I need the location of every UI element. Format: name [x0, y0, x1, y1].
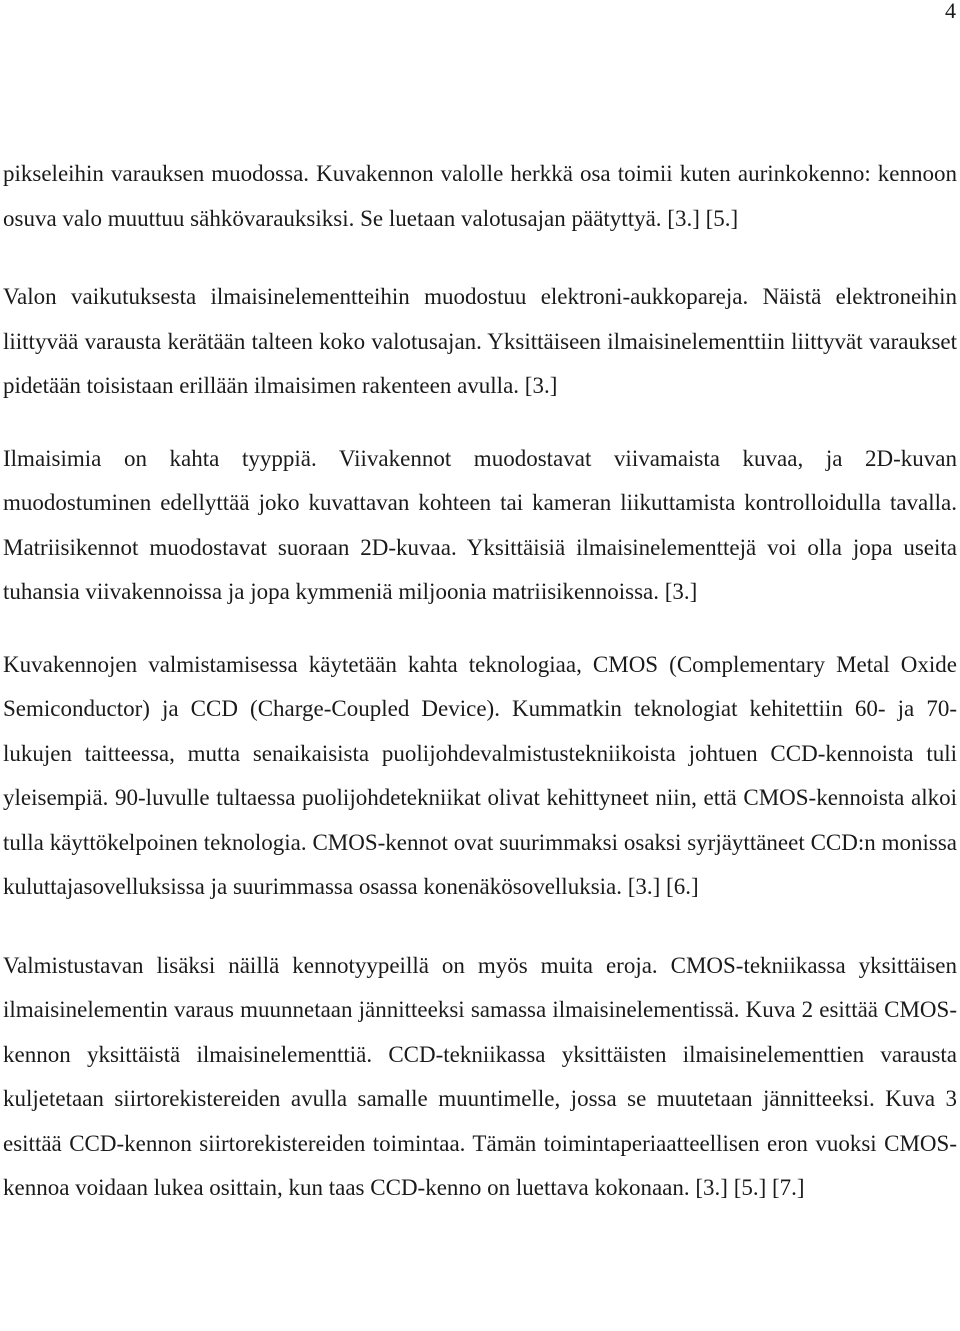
- paragraph-3: Ilmaisimia on kahta tyyppiä. Viivakennot muodostavat viivamaista kuvaa, ja 2D-kuvan muodostuminen edellyttää joko kuvattavan kohteen tai kameran liikuttamista kontrolloidulla tavalla. Matriisikennot muodostavat suoraan 2D-kuvaa. Yksittäisiä ilmaisinelementtejä voi olla jopa useita tuhansia viivakennoissa ja jopa kymmeniä miljoonia matriisikennoissa. [3.]: [3, 445, 957, 604]
- paragraph-4: Kuvakennojen valmistamisessa käytetään kahta teknologiaa, CMOS (Complementary Metal Oxide Semiconductor) ja CCD (Charge-Coupled Device). Kummatkin teknologiat kehitettiin 60- ja 70-lukujen taitteessa, mutta senaikaisista puolijohdevalmistustekniikoista johtuen CCD-kennoista tuli yleisempiä. 90-luvulle tultaessa puolijohdetekniikat olivat kehittyneet niin, että CMOS-kennoista alkoi tulla käyttökelpoinen teknologia. CMOS-kennot ovat suurimmaksi osaksi syrjäyttäneet CCD:n monissa kuluttajasovelluksissa ja suurimmassa osassa konenäkösovelluksia. [3.] [6.]: [3, 651, 957, 899]
- paragraph-2: Valon vaikutuksesta ilmaisinelementteihin muodostuu elektroni-aukkopareja. Näistä elektroneihin liittyvää varausta kerätään talteen koko valotusajan. Yksittäiseen ilmaisinelementtiin liittyvät varaukset pidetään toisistaan erillään ilmaisimen rakenteen avulla. [3.]: [3, 284, 957, 398]
- paragraph-1: pikseleihin varauksen muodossa. Kuvakennon valolle herkkä osa toimii kuten aurinkokenno: kennoon osuva valo muuttuu sähkövarauksiksi. Se luetaan valotusajan päätyttyä. [3.] [5.]: [3, 161, 957, 231]
- page-number: 4: [945, 0, 956, 23]
- body-text: [3, 152, 957, 1211]
- paragraph-5: Valmistustavan lisäksi näillä kennotyypeillä on myös muita eroja. CMOS-tekniikassa yksittäisen ilmaisinelementin varaus muunnetaan jännitteeksi samassa ilmaisinelementissä. Kuva 2 esittää CMOS-kennon yksittäistä ilmaisinelementtiä. CCD-tekniikassa yksittäisten ilmaisinelementtien varausta kuljetetaan siirtorekistereiden avulla samalle muuntimelle, jossa se muutetaan jännitteeksi. Kuva 3 esittää CCD-kennon siirtorekistereiden toimintaa. Tämän toimintaperiaatteellisen eron vuoksi CMOS-kennoa voidaan lukea osittain, kun taas CCD-kenno on luettava kokonaan. [3.] [5.] [7.]: [3, 952, 957, 1200]
